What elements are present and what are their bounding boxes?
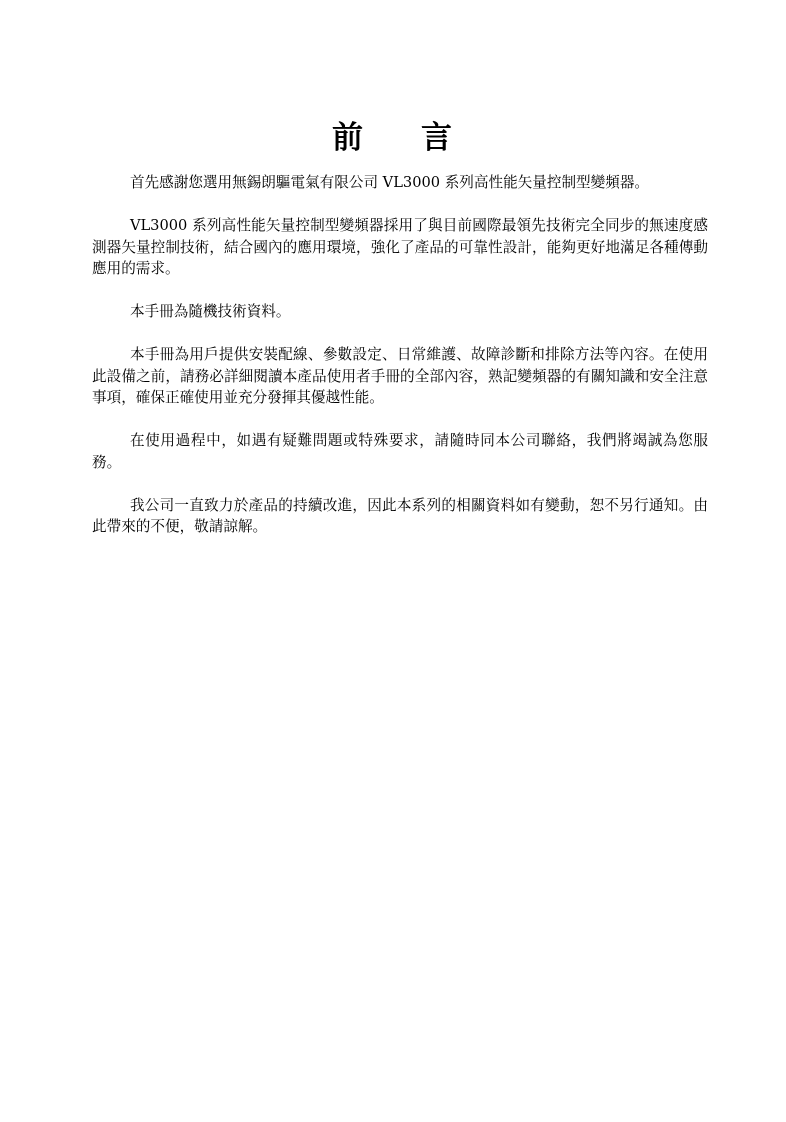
page-title <box>0 116 786 160</box>
paragraph-thanks: 首先感謝您選用無錫朗驅電氣有限公司 VL3000 系列高性能矢量控制型變頻器。 <box>129 174 650 191</box>
title-char-2: 言 <box>421 120 454 156</box>
paragraph-manual-note: 本手冊為隨機技術資料。 <box>129 303 291 320</box>
paragraph-disclaimer: 我公司一直致力於產品的持續改進，因此本系列的相關資料如有變動，恕不另行通知。由此帶來的不便，敬請諒解。 <box>92 496 708 535</box>
preface-body <box>92 172 708 559</box>
paragraph-support: 在使用過程中，如遇有疑難問題或特殊要求，請隨時同本公司聯絡，我們將竭誠為您服務。 <box>92 432 708 471</box>
paragraph-manual-contents: 本手冊為用戶提供安裝配線、參數設定、日常維護、故障診斷和排除方法等內容。在使用此設備之前，請務必詳細閱讀本產品使用者手冊的全部內容，熟記變頻器的有關知識和安全注意事項，確保正確使用並充分發揮其優越性能。 <box>92 346 708 406</box>
paragraph-product-intro: VL3000 系列高性能矢量控制型變頻器採用了與目前國際最領先技術完全同步的無速度感測器矢量控制技術，結合國內的應用環境，強化了產品的可靠性設計，能夠更好地滿足各種傳動應用的需求。 <box>92 217 708 277</box>
title-char-1: 前 <box>332 120 365 156</box>
